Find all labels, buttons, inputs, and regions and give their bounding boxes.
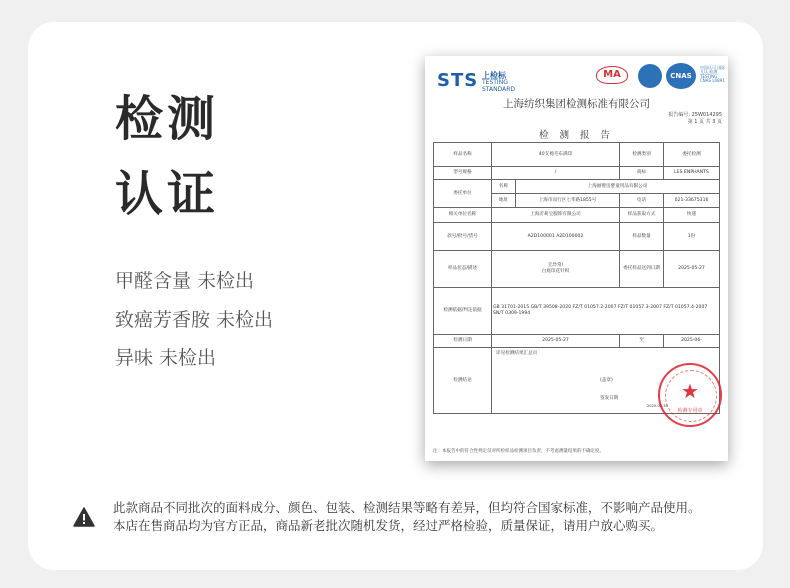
value-brand: LES ENPHANTS [664,167,720,180]
stamp-label: (盖章) [600,378,613,383]
label-brand: 商标 [620,167,664,180]
report-title: 检 测 报 告 [538,130,615,141]
label-test-date: 检测日期 [434,335,492,348]
warning-icon [73,507,95,527]
disclaimer-line1: 此款商品不同批次的面料成分、颜色、包装、检测结果等略有差异，但均符合国家标准，不影响产品使用。 [113,500,701,515]
label-phone: 电话 [620,194,664,208]
red-seal-stamp [658,363,722,427]
headline-line2: 认证 [115,166,220,222]
feature-formaldehyde: 甲醛含量 未检出 [115,270,255,292]
cnas-logo: CNAS [666,63,696,89]
value-manufacturer: 上海沂莉宝服饰有限公司 [492,208,620,223]
value-batch: A2D100001 A2D100002 [492,223,620,251]
cma-logo: MA [596,66,628,84]
value-phone: 021-33675316 [664,194,720,208]
label-sample-name: 样品名称 [434,143,492,167]
value-quantity: 1份 [664,223,720,251]
value-conclusion: 详见检测结果汇总页 [496,351,538,356]
label-batch: 款号/批号/货号 [434,223,492,251]
star-icon: ★ [681,379,699,403]
value-test-type: 委托检测 [664,143,720,167]
label-sampling: 样品获取方式 [620,208,664,223]
label-address: 地址 [492,194,516,208]
label-client: 委托单位 [434,180,492,208]
value-test-date-from: 2025-05-27 [492,335,620,348]
label-model: 型号规格 [434,167,492,180]
value-model: / [492,167,620,180]
label-receive-date: 委托样品送到日期 [620,251,664,288]
value-test-date-to: 2025-06- [664,335,720,348]
stamp-text: 检测专用章 [677,408,703,414]
issue-date-value: 2025-06-30 [647,404,668,408]
label-test-type: 检测类别 [620,143,664,167]
test-report-image [425,56,728,461]
sts-logo-text: 上检标 TESTING STANDARD [482,71,516,93]
label-to: 至 [620,335,664,348]
value-client-name: 上海丽婴房婴童用品有限公司 [516,180,720,194]
report-organization: 上海纺织集团检测标准有限公司 [503,98,650,110]
value-basis: GB 31701-2015 GB/T 39508-2020 FZ/T 01057.2-2007 FZ/T 01057.3-2007 FZ/T 01057.4-2007 SN/T 0309-1994 [492,288,720,335]
value-address: 上海市闵行区七莘路1855号 [516,194,620,208]
sts-logo: STS [437,70,479,91]
value-sampling: 快递 [664,208,720,223]
label-state: 样品状态/描述 [434,251,492,288]
disclaimer-line2: 本店在售商品均为官方正品，商品新老批次随机发货，经过严格检验，质量保证，请用户放心购买。 [113,518,664,533]
label-client-name: 名称 [492,180,516,194]
value-sample-name: 40支棉毛布满印 [492,143,620,167]
label-manufacturer: 相关单位名称 [434,208,492,223]
report-footnote: 注：本报告中的符合性判定仅对所检样品检测项目负责，不考虑测量结果的不确定度。 [433,449,604,454]
value-receive-date: 2025-05-27 [664,251,720,288]
feature-aromatic-amine: 致癌芳香胺 未检出 [115,309,274,331]
headline-line1: 检测 [115,91,220,147]
feature-odor: 异味 未检出 [115,347,217,369]
issue-date-label: 签发日期 [600,396,619,401]
label-quantity: 样品数量 [620,223,664,251]
report-number: 报告编号: 25W014295 第 1 页 共 3 页 [668,112,722,125]
label-basis: 检测依据/判定依据 [434,288,492,335]
value-state: 无异常/ 白底印花针织 [492,251,620,288]
label-conclusion: 检测结论 [434,348,492,414]
ilac-badge: 中国认可 国际互认 检测 TESTING CNAS L0891 [700,65,726,84]
accreditation-logo [638,64,662,88]
